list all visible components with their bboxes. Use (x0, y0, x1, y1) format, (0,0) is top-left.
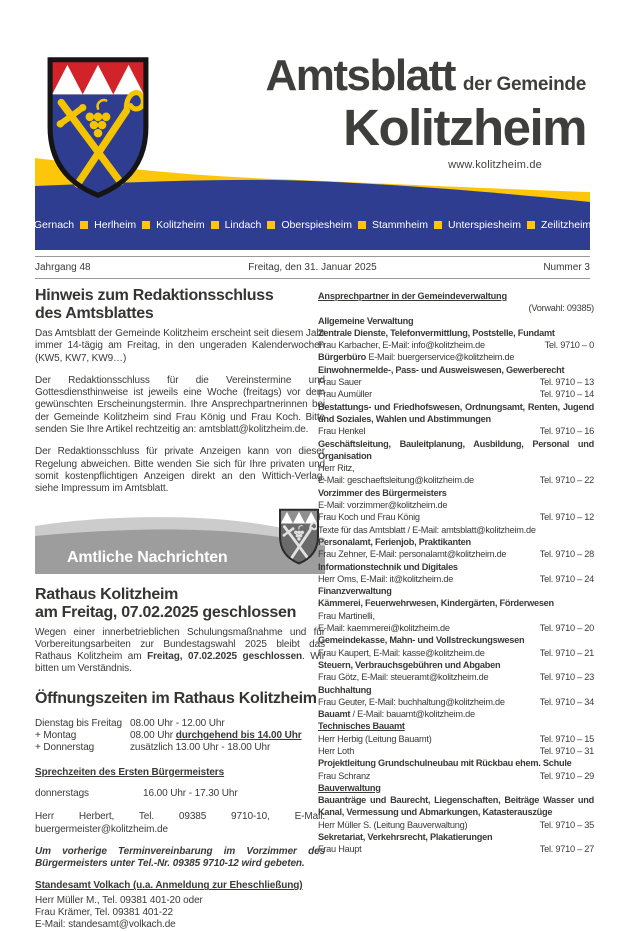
contact-entry (318, 376, 594, 388)
contact-entry: Buchhaltung (318, 684, 372, 695)
hours-time: 08.00 Uhr - 12.00 Uhr (130, 717, 225, 729)
contact-entry (318, 573, 594, 585)
contact-entry: Technisches Bauamt (318, 721, 405, 732)
issue-date: Freitag, den 31. Januar 2025 (248, 262, 377, 273)
village-name: Zeilitzheim (540, 219, 592, 231)
contact-entry (318, 733, 594, 745)
contact-entry: Personalamt, Ferienjob, Praktikanten (318, 536, 471, 547)
masthead (35, 40, 590, 250)
sprechzeiten-row (35, 788, 325, 800)
bullet-square-icon (80, 221, 88, 229)
contact-person: Frau Geuter, E-Mail: buchhaltung@kolitzheim.de (318, 696, 505, 707)
village-name: Gernach (33, 219, 75, 231)
contact-entry: Zentrale Dienste, Telefonvermittlung, Poststelle, Fundamt (318, 327, 555, 338)
mayor-contact: Herr Herbert, Tel. 09385 9710-10, E-Mail: buergermeister@kolitzheim.de (35, 811, 325, 835)
contact-person: Frau Koch und Frau König (318, 512, 420, 523)
standesamt-line: Frau Krämer, Tel. 09381 401-22 (35, 907, 174, 919)
issue-number: Nummer 3 (543, 262, 590, 273)
contact-dept: Bürgerbüro (318, 352, 367, 363)
closed-date-bold: Freitag, 07.02.2025 geschlossen (147, 651, 303, 663)
contact-person: Frau Götz, E-Mail: steueramt@kolitzheim.de (318, 672, 489, 683)
coat-of-arms (45, 53, 151, 199)
contact-entry: Vorzimmer des Bürgermeisters (318, 487, 447, 498)
contact-entry: Texte für das Amtsblatt / E-Mail: amtsblatt@kolitzheim.de (318, 524, 536, 535)
contact-phone: Tel. 9710 – 23 (539, 672, 594, 683)
bullet-square-icon (358, 221, 366, 229)
title-town: Kolitzheim (343, 99, 586, 156)
contact-entry (318, 622, 594, 634)
bullet-square-icon (527, 221, 535, 229)
contact-phone: Tel. 9710 – 24 (539, 573, 594, 584)
article-title-oeffnungszeiten: Öffnungszeiten im Rathaus Kolitzheim (35, 689, 317, 707)
hours-time: 08.00 Uhr durchgehend bis 14.00 Uhr (130, 730, 302, 742)
hours-day: Dienstag bis Freitag (35, 717, 122, 729)
sprechzeiten-day: donnerstags (35, 787, 89, 799)
bullet-square-icon (142, 221, 150, 229)
contact-entry (318, 425, 594, 437)
paragraph: Der Redaktionsschluss für die Vereinstermine und Gottesdiensthinweise ist jeweils eine Woche (freitags) vor dem gewünschten Erscheinungstermin. Ihre Ansprechpartnerinnen bei der Gemeinde Kolitzheim sind Frau König und Frau Koch. Bitte senden Sie Ihre Artikel rechtzeitig an: amtsblatt@kolitzheim.de. (35, 374, 325, 436)
contact-entry (318, 647, 594, 659)
bullet-square-icon (434, 221, 442, 229)
contact-person: Frau Schranz (318, 770, 371, 781)
standesamt-line: E-Mail: standesamt@volkach.de (35, 919, 176, 931)
area-code: (Vorwahl: 09385) (528, 303, 594, 314)
paragraph: Der Redaktionsschluss für private Anzeigen kann von dieser Regelung abweichen. Bitte wenden Sie sich für Ihre privaten und somit kostenpflichtigen Anzeigen direkt an den Wittich-Verlag, siehe Impressum im Amtsblatt. (35, 446, 325, 495)
hours-time-bold: durchgehend bis 14.00 Uhr (175, 730, 302, 742)
contact-entry: Bürgerbüro E-Mail: buergerservice@kolitzheim.de (318, 352, 515, 363)
dateline (35, 256, 590, 279)
bullet-square-icon (211, 221, 219, 229)
contact-person: Frau Karbacher, E-Mail: info@kolitzheim.de (318, 340, 485, 351)
hours-time: zusätzlich 13.00 Uhr - 18.00 Uhr (130, 742, 271, 754)
left-column (35, 287, 325, 932)
contact-entry: Gemeindekasse, Mahn- und Vollstreckungswesen (318, 635, 525, 646)
bullet-square-icon (267, 221, 275, 229)
coat-of-arms-gray-icon (278, 507, 320, 565)
contact-entry: Bauanträge und Baurecht, Liegenschaften, Beiträge Wasser und Kanal, Vermessung und Abmarkungen, Katasterauszüge (318, 795, 594, 818)
contact-person: Herr Loth (318, 745, 355, 756)
contact-person: E-Mail: geschaeftsleitung@kolitzheim.de (318, 475, 474, 486)
contact-entry (318, 770, 594, 782)
villages-bar (35, 214, 590, 236)
contact-entry (318, 339, 594, 351)
masthead-title (265, 51, 586, 171)
contacts-title: Ansprechpartner in der Gemeindeverwaltung (318, 291, 507, 301)
contact-phone: Tel. 9710 – 34 (539, 696, 594, 707)
hours-row (35, 742, 325, 754)
section-banner-amtliche-nachrichten (35, 512, 325, 574)
contact-entry (318, 548, 594, 560)
opening-hours (35, 718, 325, 755)
village-name: Lindach (224, 219, 262, 231)
contact-phone: Tel. 9710 – 21 (539, 647, 594, 658)
contact-phone: Tel. 9710 – 27 (539, 844, 594, 855)
village-name: Stammheim (372, 219, 429, 231)
volume-label: Jahrgang 48 (35, 262, 91, 273)
hours-row (35, 730, 325, 742)
title-amtsblatt: Amtsblatt (265, 51, 455, 100)
hours-day: + Montag (35, 730, 77, 742)
village-name: Kolitzheim (156, 219, 205, 231)
hours-row (35, 718, 325, 730)
contact-person: Frau Sauer (318, 377, 362, 388)
contact-entry: Finanzverwaltung (318, 586, 392, 597)
article-title-rathaus-geschlossen: Rathaus Kolitzheim am Freitag, 07.02.2025 geschlossen (35, 585, 297, 621)
contact-phone: Tel. 9710 – 35 (539, 819, 594, 830)
contact-entry: Bauamt / E-Mail: bauamt@kolitzheim.de (318, 709, 475, 720)
contact-person: Herr Oms, E-Mail: it@kolitzheim.de (318, 573, 454, 584)
contact-phone: Tel. 9710 – 13 (539, 377, 594, 388)
contact-person: Herr Herbig (Leitung Bauamt) (318, 733, 432, 744)
contact-entry: Geschäftsleitung, Bauleitplanung, Ausbildung, Personal und Organisation (318, 438, 594, 461)
village-name: Herlheim (94, 219, 137, 231)
contact-entry: Frau Martinelli, (318, 610, 375, 621)
contact-phone: Tel. 9710 – 16 (539, 426, 594, 437)
contact-entry: Einwohnermelde-, Pass- und Ausweiswesen, Gewerberecht (318, 364, 565, 375)
contact-person: Frau Aumüller (318, 389, 372, 400)
contact-entry: E-Mail: vorzimmer@kolitzheim.de (318, 500, 448, 511)
contact-person: Frau Haupt (318, 844, 362, 855)
contact-phone: Tel. 9710 – 14 (539, 389, 594, 400)
contact-person: Herr Müller S. (Leitung Bauverwaltung) (318, 819, 468, 830)
village-name: Oberspiesheim (281, 219, 352, 231)
contact-entry: Bauverwaltung (318, 782, 381, 793)
contacts-list (318, 315, 594, 856)
contact-phone: Tel. 9710 – 12 (539, 512, 594, 523)
contact-entry: Allgemeine Verwaltung (318, 315, 414, 326)
contact-entry: Herr Ritz, (318, 463, 355, 474)
section-banner-label: Amtliche Nachrichten (67, 549, 228, 567)
contact-entry: Informationstechnik und Digitales (318, 561, 458, 572)
standesamt-line: Herr Müller M., Tel. 09381 401-20 oder (35, 894, 203, 906)
contact-entry: Steuern, Verbrauchsgebühren und Abgaben (318, 659, 501, 670)
right-column (318, 290, 594, 856)
contact-phone: Tel. 9710 – 28 (539, 549, 594, 560)
contact-person: Frau Zehner, E-Mail: personalamt@kolitzheim.de (318, 549, 507, 560)
contact-phone: Tel. 9710 – 29 (539, 770, 594, 781)
sprechzeiten-time: 16.00 Uhr - 17.30 Uhr (143, 787, 238, 799)
contact-entry (318, 819, 594, 831)
hours-day: + Donnerstag (35, 742, 95, 754)
website-url: www.kolitzheim.de (448, 159, 542, 171)
contact-phone: Tel. 9710 – 0 (544, 340, 594, 351)
sprechzeiten-heading: Sprechzeiten des Ersten Bürgermeisters (35, 766, 225, 778)
contact-phone: Tel. 9710 – 15 (539, 733, 594, 744)
standesamt-lines (35, 895, 325, 932)
article-title-redaktionsschluss: Hinweis zum Redaktionsschluss des Amtsblattes (35, 287, 274, 322)
paragraph: Das Amtsblatt der Gemeinde Kolitzheim erscheint seit diesem Jahr immer 14-tägig am Freitag, in den ungeraden Kalenderwochen (KW5, KW7, KW9…) (35, 328, 325, 364)
contact-entry: Sekretariat, Verkehrsrecht, Plakatierungen (318, 832, 493, 843)
contact-entry: Bestattungs- und Friedhofswesen, Ordnungsamt, Renten, Jugend und Soziales, Wahlen und Abstimmungen (318, 401, 594, 424)
contact-entry (318, 474, 594, 486)
contact-entry (318, 696, 594, 708)
contact-entry (318, 671, 594, 683)
contact-entry (318, 745, 594, 757)
contact-person: Frau Henkel (318, 426, 366, 437)
contact-entry (318, 511, 594, 523)
contact-person: E-Mail: kaemmerei@kolitzheim.de (318, 623, 450, 634)
title-der-gemeinde: der Gemeinde (462, 74, 586, 95)
village-name: Unterspiesheim (448, 219, 521, 231)
paragraph: Wegen einer innerbetrieblichen Schulungsmaßnahme und für Vorbereitungsarbeiten zur Bundestagswahl 2025 bleibt das Rathaus Kolitzheim am Freitag, 07.02.2025 geschlossen. Wir bitten um Verständnis. (35, 626, 325, 675)
contact-entry (318, 843, 594, 855)
contact-entry: Projektleitung Grundschulneubau mit Rückbau ehem. Schule (318, 758, 572, 769)
contact-phone: Tel. 9710 – 22 (539, 475, 594, 486)
contact-person: Frau Kaupert, E-Mail: kasse@kolitzheim.de (318, 647, 485, 658)
contact-phone: Tel. 9710 – 31 (539, 745, 594, 756)
contact-dept: Bauamt (318, 709, 351, 720)
appointment-note: Um vorherige Terminvereinbarung im Vorzimmer des Bürgermeisters unter Tel.-Nr. 09385 9710-12 wird gebeten. (35, 845, 325, 870)
contact-phone: Tel. 9710 – 20 (539, 623, 594, 634)
standesamt-heading: Standesamt Volkach (u.a. Anmeldung zur Eheschließung) (35, 880, 303, 892)
contact-entry (318, 388, 594, 400)
contact-entry: Kämmerei, Feuerwehrwesen, Kindergärten, Förderwesen (318, 598, 554, 609)
